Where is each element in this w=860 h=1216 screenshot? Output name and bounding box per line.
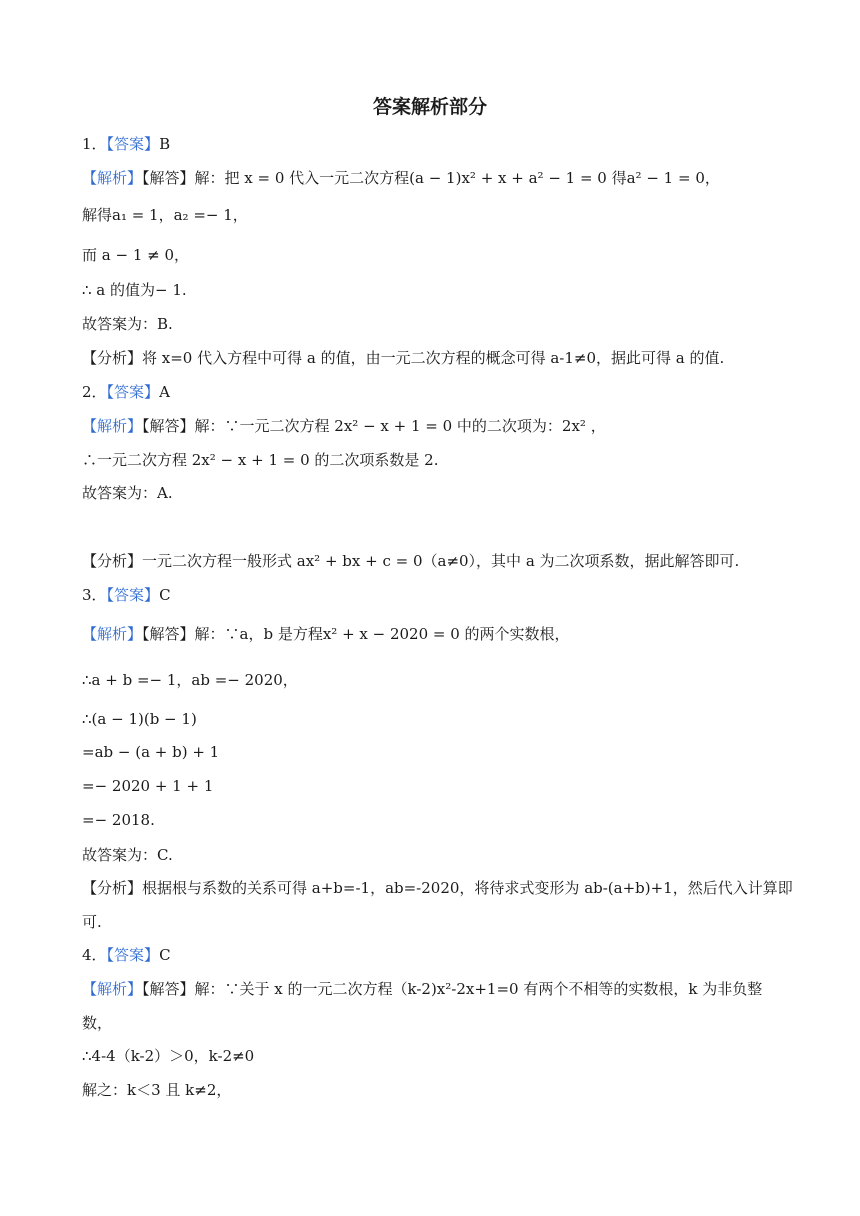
- q3-line-5: =− 2020 + 1 + 1: [82, 777, 214, 795]
- q3-line-1: 【解答】解：∵a，b 是方程x² + x − 2020 = 0 的两个实数根，: [142, 625, 570, 643]
- q3-line-2: ∴a + b =− 1，ab =− 2020，: [82, 671, 298, 689]
- q2-solution-line: [82, 416, 782, 436]
- q3-analysis: 【分析】根据根与系数的关系可得 a+b=-1，ab=-2020，将待求式变形为 ab-(a+b)+1，然后代入计算即: [82, 879, 793, 897]
- q1-line-5: 故答案为：B.: [82, 315, 173, 333]
- analysis-tag: 【解析】: [82, 980, 143, 998]
- q1-line-1: 【解答】解：把 x = 0 代入一元二次方程(a − 1)x² + x + a² − 1 = 0 得a² − 1 = 0，: [142, 169, 720, 187]
- q4-line-1: 【解答】解：∵关于 x 的一元二次方程（k-2)x²-2x+1=0 有两个不相等的实数根，k 为非负整: [142, 980, 763, 998]
- q2-line-3: 故答案为：A.: [82, 484, 173, 502]
- q2-number: 2．: [82, 383, 107, 401]
- q2-line-1: 【解答】解：∵一元二次方程 2x² − x + 1 = 0 中的二次项为：2x² ，: [142, 417, 606, 435]
- q4-number: 4．: [82, 946, 107, 964]
- q1-answer: B: [159, 135, 171, 153]
- q4-answer-line: [82, 945, 782, 965]
- analysis-tag: 【解析】: [82, 417, 143, 435]
- q3-line-6: =− 2018.: [82, 811, 155, 829]
- q3-number: 3．: [82, 586, 107, 604]
- q4-line-3: ∴4-4（k-2）＞0，k-2≠0: [82, 1047, 255, 1065]
- page-title: 答案解析部分: [372, 96, 487, 118]
- q3-answer: C: [159, 586, 171, 604]
- q4-line-4: 解之：k＜3 且 k≠2，: [82, 1081, 232, 1099]
- q1-line-2: 解得a₁ = 1，a₂ =− 1，: [82, 206, 248, 224]
- answer-tag: 【答案】: [106, 946, 160, 964]
- q2-answer: A: [159, 383, 170, 401]
- q4-line-2: 数，: [82, 1014, 113, 1032]
- q3-analysis-cont: 可.: [82, 913, 102, 931]
- q1-answer-line: [82, 134, 782, 154]
- q3-solution-line: [82, 624, 782, 644]
- q1-analysis: 【分析】将 x=0 代入方程中可得 a 的值，由一元二次方程的概念可得 a-1≠0，据此可得 a 的值.: [82, 349, 725, 367]
- q1-line-3: 而 a − 1 ≠ 0，: [82, 246, 190, 264]
- q3-line-3: ∴(a − 1)(b − 1): [82, 710, 197, 728]
- analysis-tag: 【解析】: [82, 625, 143, 643]
- q4-answer: C: [159, 946, 171, 964]
- answer-tag: 【答案】: [106, 586, 160, 604]
- q3-line-7: 故答案为：C.: [82, 846, 173, 864]
- q3-answer-line: [82, 585, 782, 605]
- q1-line-4: ∴ a 的值为− 1.: [82, 281, 187, 299]
- q4-solution-line: [82, 979, 782, 999]
- q2-analysis: 【分析】一元二次方程一般形式 ax² + bx + c = 0（a≠0），其中 a 为二次项系数，据此解答即可.: [82, 552, 740, 570]
- q1-number: 1．: [82, 135, 107, 153]
- q1-solution-line: [82, 168, 782, 188]
- q3-line-4: =ab − (a + b) + 1: [82, 743, 220, 761]
- answer-tag: 【答案】: [106, 135, 160, 153]
- analysis-tag: 【解析】: [82, 169, 143, 187]
- q2-answer-line: [82, 382, 782, 402]
- q2-line-2: ∴一元二次方程 2x² − x + 1 = 0 的二次项系数是 2.: [82, 451, 439, 469]
- answer-tag: 【答案】: [106, 383, 160, 401]
